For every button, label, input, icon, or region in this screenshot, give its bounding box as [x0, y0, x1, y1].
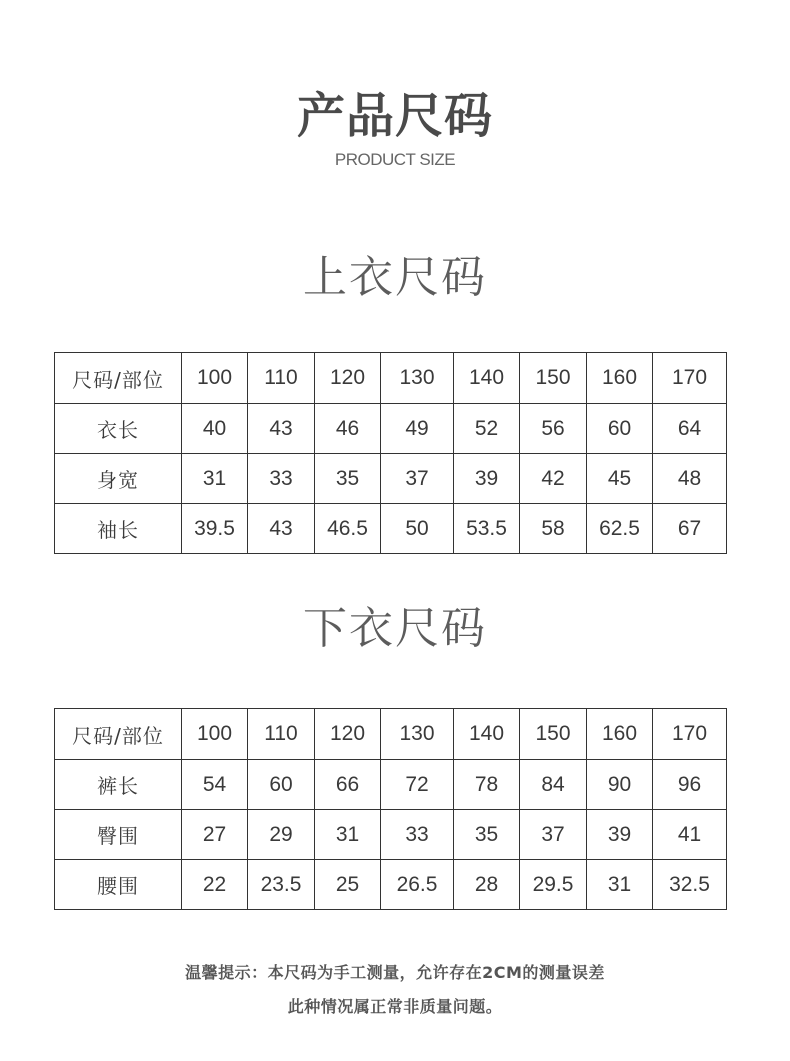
table-header-cell: 100 — [182, 353, 248, 404]
top-size-table — [54, 352, 727, 554]
table-row — [55, 760, 727, 810]
table-cell: 50 — [381, 504, 454, 554]
table-cell: 32.5 — [653, 860, 727, 910]
table-cell: 45 — [587, 454, 653, 504]
table-header-cell: 150 — [520, 709, 587, 760]
table-cell: 67 — [653, 504, 727, 554]
table-header-cell: 130 — [381, 353, 454, 404]
bottom-size-section-title: 下衣尺码 — [303, 603, 487, 654]
table-cell: 27 — [182, 810, 248, 860]
top-size-section-title: 上衣尺码 — [303, 252, 487, 303]
table-cell: 41 — [653, 810, 727, 860]
table-cell: 31 — [182, 454, 248, 504]
table-cell: 31 — [315, 810, 381, 860]
table-header-cell: 130 — [381, 709, 454, 760]
table-cell: 52 — [454, 404, 520, 454]
measurement-tip-line1: 温馨提示：本尺码为手工测量，允许存在2CM的测量误差 — [185, 963, 605, 982]
table-row-label: 臀围 — [55, 810, 182, 860]
table-header-cell: 100 — [182, 709, 248, 760]
table-cell: 29.5 — [520, 860, 587, 910]
table-header-cell: 120 — [315, 709, 381, 760]
table-cell: 49 — [381, 404, 454, 454]
table-cell: 60 — [248, 760, 315, 810]
table-cell: 39 — [587, 810, 653, 860]
table-row-label: 袖长 — [55, 504, 182, 554]
table-header-cell: 120 — [315, 353, 381, 404]
table-row-label: 身宽 — [55, 454, 182, 504]
table-cell: 66 — [315, 760, 381, 810]
table-row — [55, 454, 727, 504]
table-cell: 46.5 — [315, 504, 381, 554]
table-cell: 96 — [653, 760, 727, 810]
table-cell: 53.5 — [454, 504, 520, 554]
table-cell: 33 — [381, 810, 454, 860]
table-cell: 46 — [315, 404, 381, 454]
table-cell: 78 — [454, 760, 520, 810]
table-cell: 43 — [248, 404, 315, 454]
table-cell: 37 — [381, 454, 454, 504]
table-row — [55, 810, 727, 860]
table-cell: 62.5 — [587, 504, 653, 554]
table-header-cell: 尺码/部位 — [55, 353, 182, 404]
table-cell: 35 — [315, 454, 381, 504]
table-row-label: 衣长 — [55, 404, 182, 454]
table-cell: 22 — [182, 860, 248, 910]
table-cell: 58 — [520, 504, 587, 554]
table-cell: 48 — [653, 454, 727, 504]
table-row — [55, 504, 727, 554]
table-cell: 90 — [587, 760, 653, 810]
table-header-cell: 140 — [454, 353, 520, 404]
table-header-row — [55, 709, 727, 760]
table-cell: 54 — [182, 760, 248, 810]
table-cell: 60 — [587, 404, 653, 454]
table-header-cell: 160 — [587, 353, 653, 404]
table-header-cell: 170 — [653, 353, 727, 404]
table-cell: 29 — [248, 810, 315, 860]
table-cell: 84 — [520, 760, 587, 810]
measurement-tip-line2: 此种情况属正常非质量问题。 — [287, 997, 503, 1016]
table-cell: 56 — [520, 404, 587, 454]
table-cell: 26.5 — [381, 860, 454, 910]
table-row-label: 裤长 — [55, 760, 182, 810]
table-cell: 64 — [653, 404, 727, 454]
table-cell: 39.5 — [182, 504, 248, 554]
table-header-row — [55, 353, 727, 404]
bottom-size-table — [54, 708, 727, 910]
table-row — [55, 860, 727, 910]
table-row — [55, 404, 727, 454]
table-cell: 23.5 — [248, 860, 315, 910]
table-cell: 72 — [381, 760, 454, 810]
table-cell: 35 — [454, 810, 520, 860]
table-cell: 28 — [454, 860, 520, 910]
table-header-cell: 150 — [520, 353, 587, 404]
table-header-cell: 170 — [653, 709, 727, 760]
table-cell: 42 — [520, 454, 587, 504]
table-cell: 25 — [315, 860, 381, 910]
table-header-cell: 110 — [248, 709, 315, 760]
table-header-cell: 110 — [248, 353, 315, 404]
page-subtitle: PRODUCT SIZE — [334, 150, 456, 169]
table-cell: 33 — [248, 454, 315, 504]
page-title: 产品尺码 — [296, 88, 493, 144]
table-header-cell: 160 — [587, 709, 653, 760]
table-cell: 37 — [520, 810, 587, 860]
table-header-cell: 140 — [454, 709, 520, 760]
table-row-label: 腰围 — [55, 860, 182, 910]
table-cell: 43 — [248, 504, 315, 554]
table-header-cell: 尺码/部位 — [55, 709, 182, 760]
table-cell: 39 — [454, 454, 520, 504]
table-cell: 40 — [182, 404, 248, 454]
table-cell: 31 — [587, 860, 653, 910]
